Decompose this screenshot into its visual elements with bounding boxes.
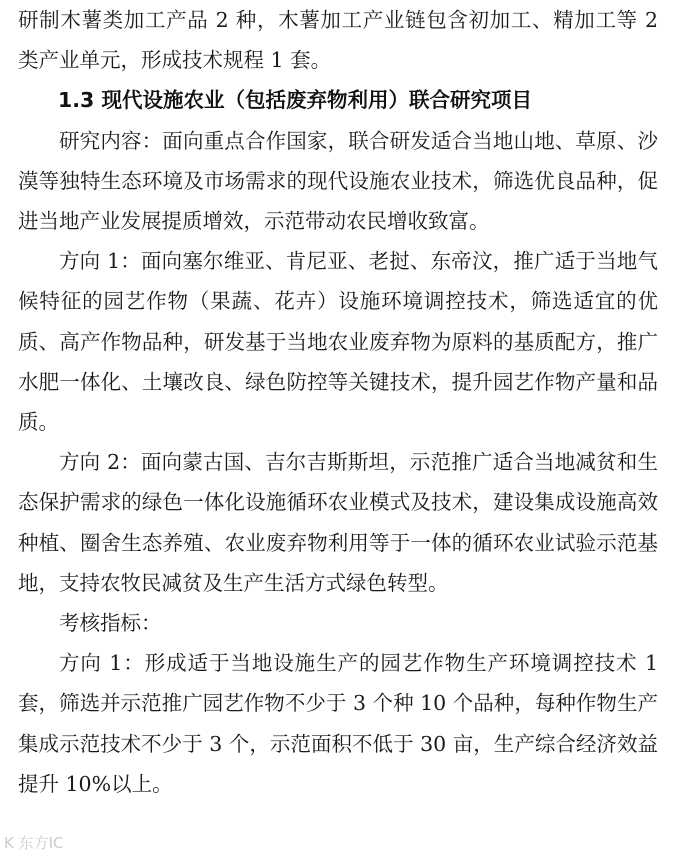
paragraph-assessment-label: 考核指标： <box>59 611 162 636</box>
section-heading: 1.3 现代设施农业（包括废弃物利用）联合研究项目 <box>58 88 532 113</box>
paragraph-direction-2: 方向 2：面向蒙古国、吉尔吉斯斯坦，示范推广适合当地减贫和生态保护需求的绿色一体化设施循环农业模式及技术，建设集成设施高效种植、圈舍生态养殖、农业废弃物利用等于一体的循环农业试验示范基地，支持农牧民减贫及生产生活方式绿色转型。 <box>18 450 658 595</box>
watermark: K 东方IC <box>4 834 64 852</box>
document-body <box>18 0 658 804</box>
paragraph-research-content: 研究内容：面向重点合作国家，联合研发适合当地山地、草原、沙漠等独特生态环境及市场需求的现代设施农业技术，筛选优良品种，促进当地产业发展提质增效，示范带动农民增收致富。 <box>18 128 658 234</box>
paragraph-assessment-direction-1: 方向 1：形成适于当地设施生产的园艺作物生产环境调控技术 1 套，筛选并示范推广园艺作物不少于 3 个种 10 个品种，每种作物生产集成示范技术不少于 3 个，示范面积不低于 30 亩，生产综合经济效益提升 10%以上。 <box>18 651 658 796</box>
paragraph-direction-1: 方向 1：面向塞尔维亚、肯尼亚、老挝、东帝汶，推广适于当地气候特征的园艺作物（果蔬、花卉）设施环境调控技术，筛选适宜的优质、高产作物品种，研发基于当地农业废弃物为原料的基质配方，推广水肥一体化、土壤改良、绿色防控等关键技术，提升园艺作物产量和品质。 <box>18 249 658 435</box>
paragraph-continuation: 研制木薯类加工产品 2 种，木薯加工产业链包含初加工、精加工等 2 类产业单元，形成技术规程 1 套。 <box>18 8 658 73</box>
